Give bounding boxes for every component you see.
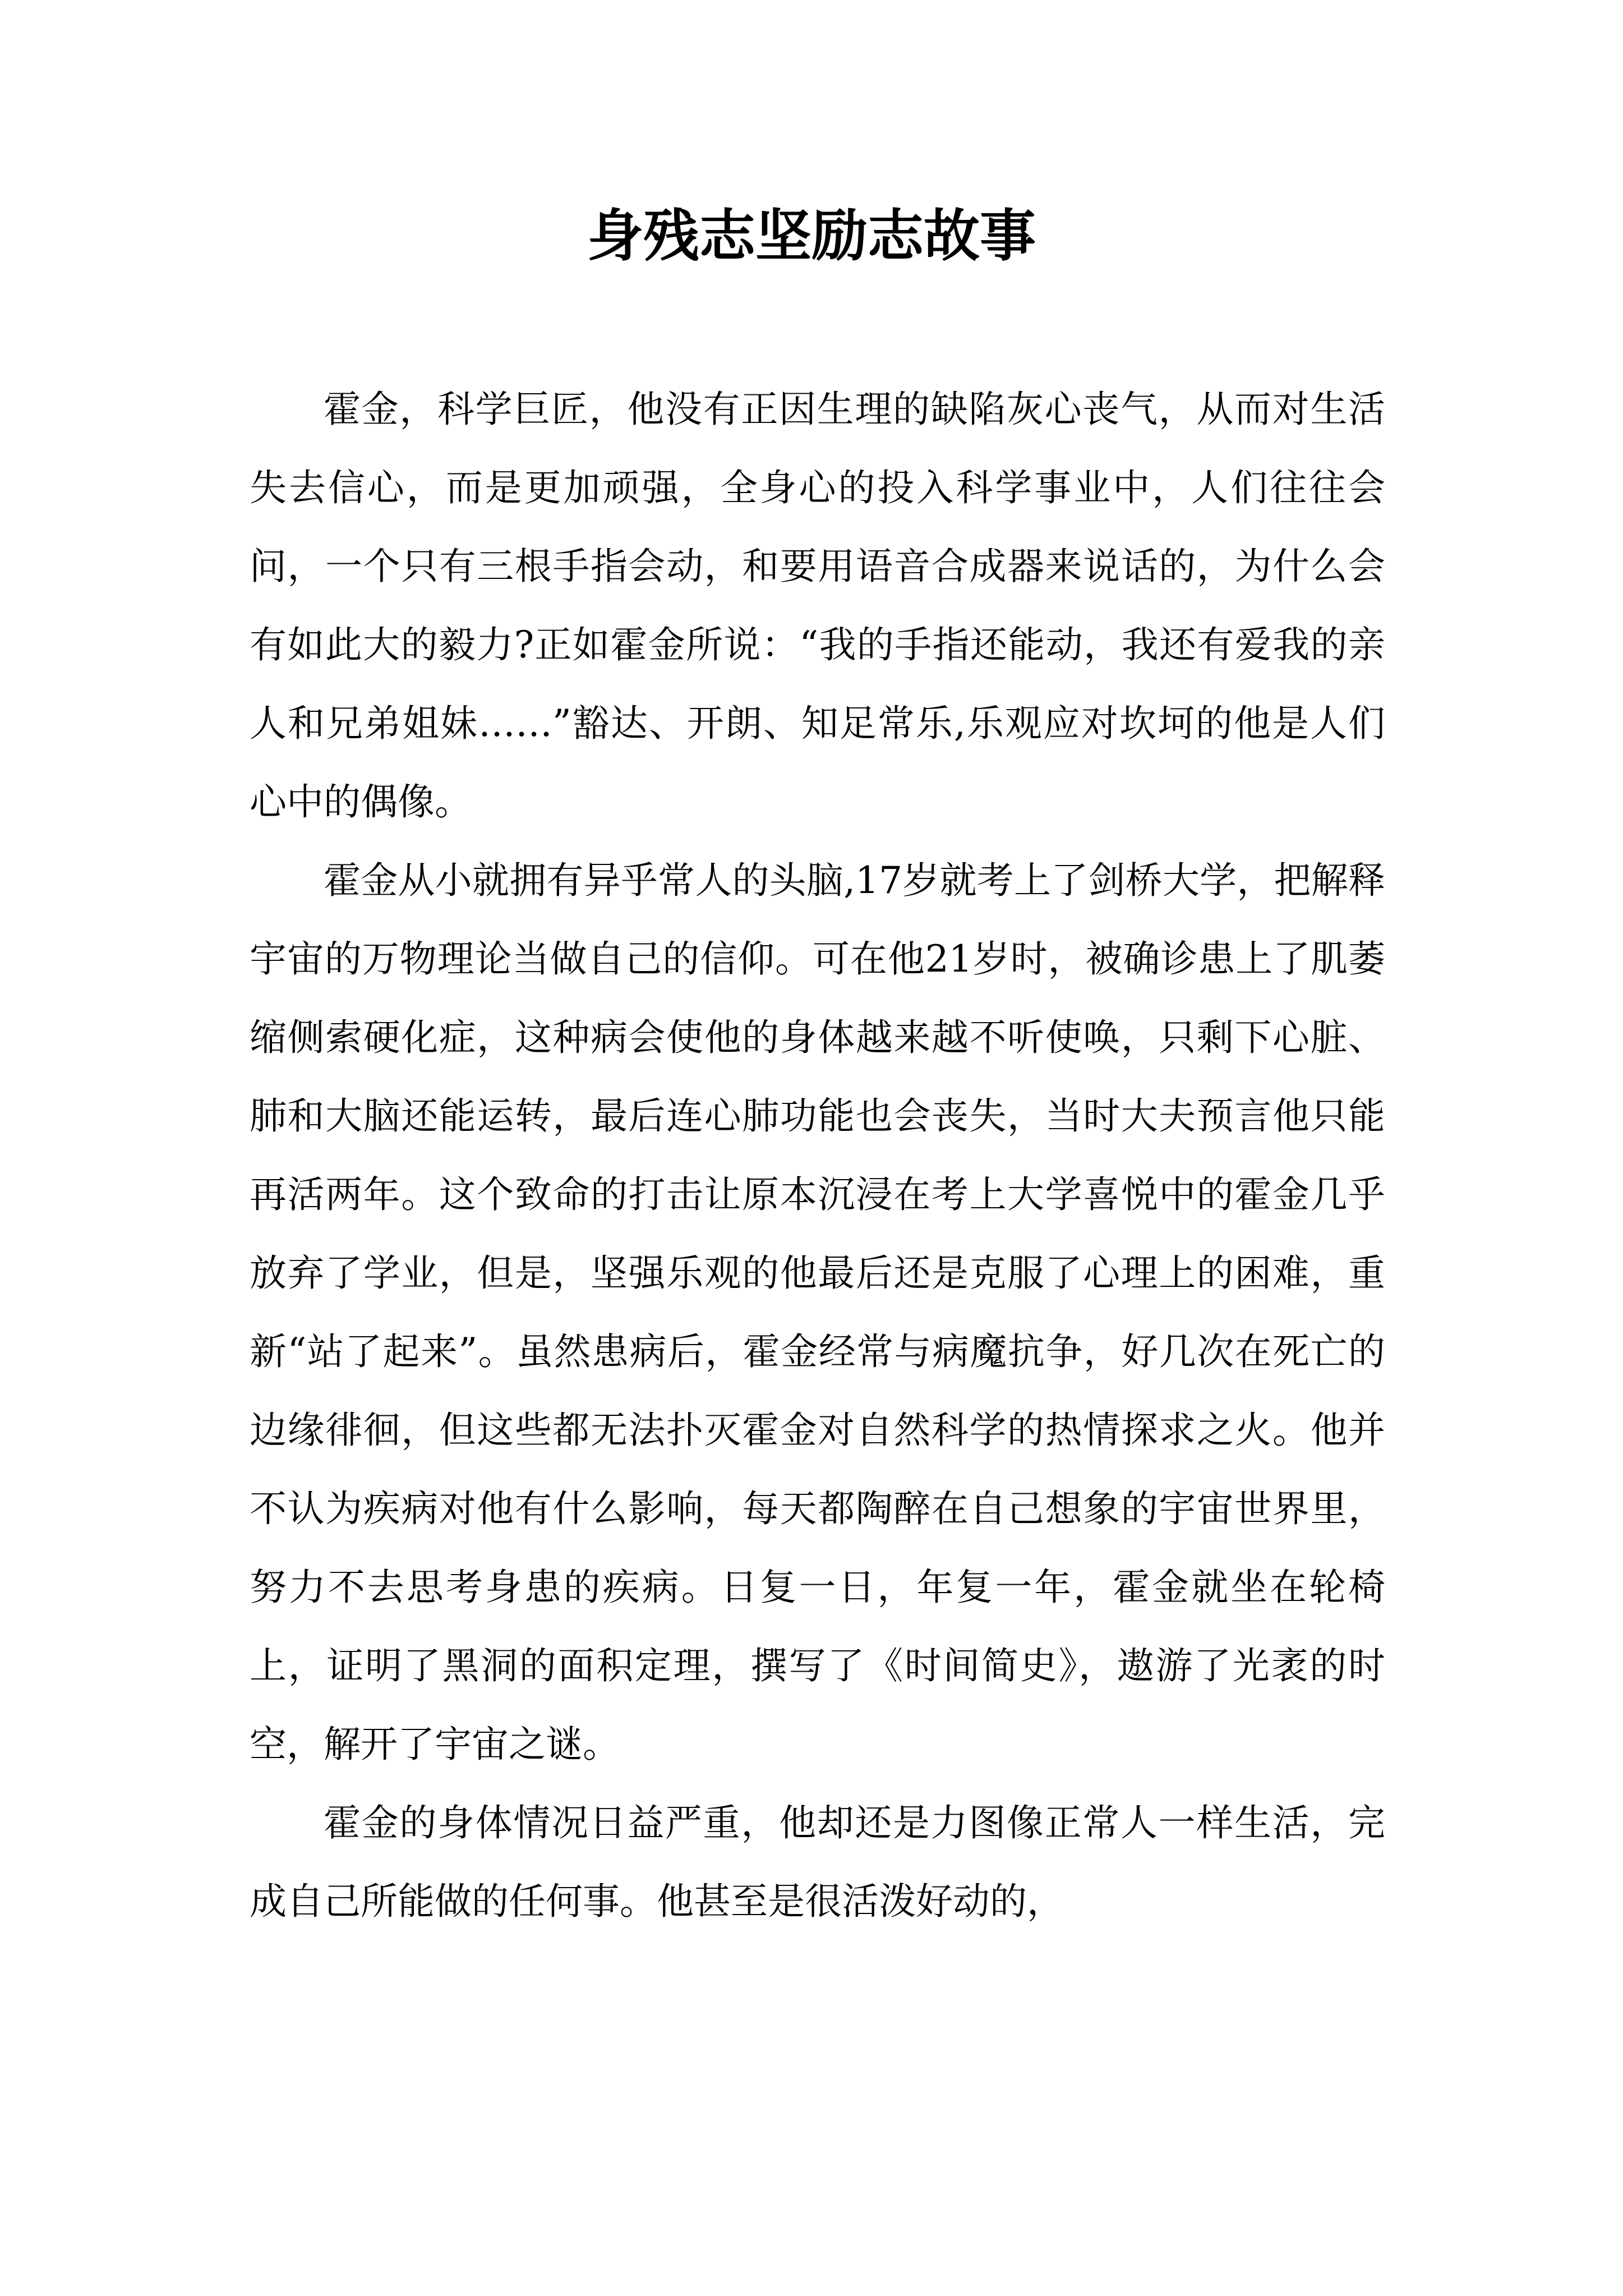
paragraph-3: 霍金的身体情况日益严重，他却还是力图像正常人一样生活，完成自己所能做的任何事。他甚至是很活泼好动的， xyxy=(250,1801,1385,1923)
document-body xyxy=(250,370,1385,1941)
document-title: 身残志坚励志故事 xyxy=(587,203,1036,269)
paragraph-1: 霍金，科学巨匠，他没有正因生理的缺陷灰心丧气，从而对生活失去信心，而是更加顽强，全身心的投入科学事业中，人们往往会问，一个只有三根手指会动，和要用语音合成器来说话的，为什么会有如此大的毅力?正如霍金所说：“我的手指还能动，我还有爱我的亲人和兄弟姐妹……”豁达、开朗、知足常乐,乐观应对坎坷的他是人们心中的偶像。 xyxy=(250,388,1385,823)
paragraph-2: 霍金从小就拥有异乎常人的头脑,17岁就考上了剑桥大学，把解释宇宙的万物理论当做自己的信仰。可在他21岁时，被确诊患上了肌萎缩侧索硬化症，这种病会使他的身体越来越不听使唤，只剩下心脏、肺和大脑还能运转，最后连心肺功能也会丧失，当时大夫预言他只能再活两年。这个致命的打击让原本沉浸在考上大学喜悦中的霍金几乎放弃了学业，但是，坚强乐观的他最后还是克服了心理上的困难，重新“站了起来”。虽然患病后，霍金经常与病魔抗争，好几次在死亡的边缘徘徊，但这些都无法扑灭霍金对自然科学的热情探求之火。他并不认为疾病对他有什么影响，每天都陶醉在自己想象的宇宙世界里，努力不去思考身患的疾病。日复一日，年复一年，霍金就坐在轮椅上，证明了黑洞的面积定理，撰写了《时间简史》，遨游了光袤的时空，解开了宇宙之谜。 xyxy=(250,859,1385,1766)
